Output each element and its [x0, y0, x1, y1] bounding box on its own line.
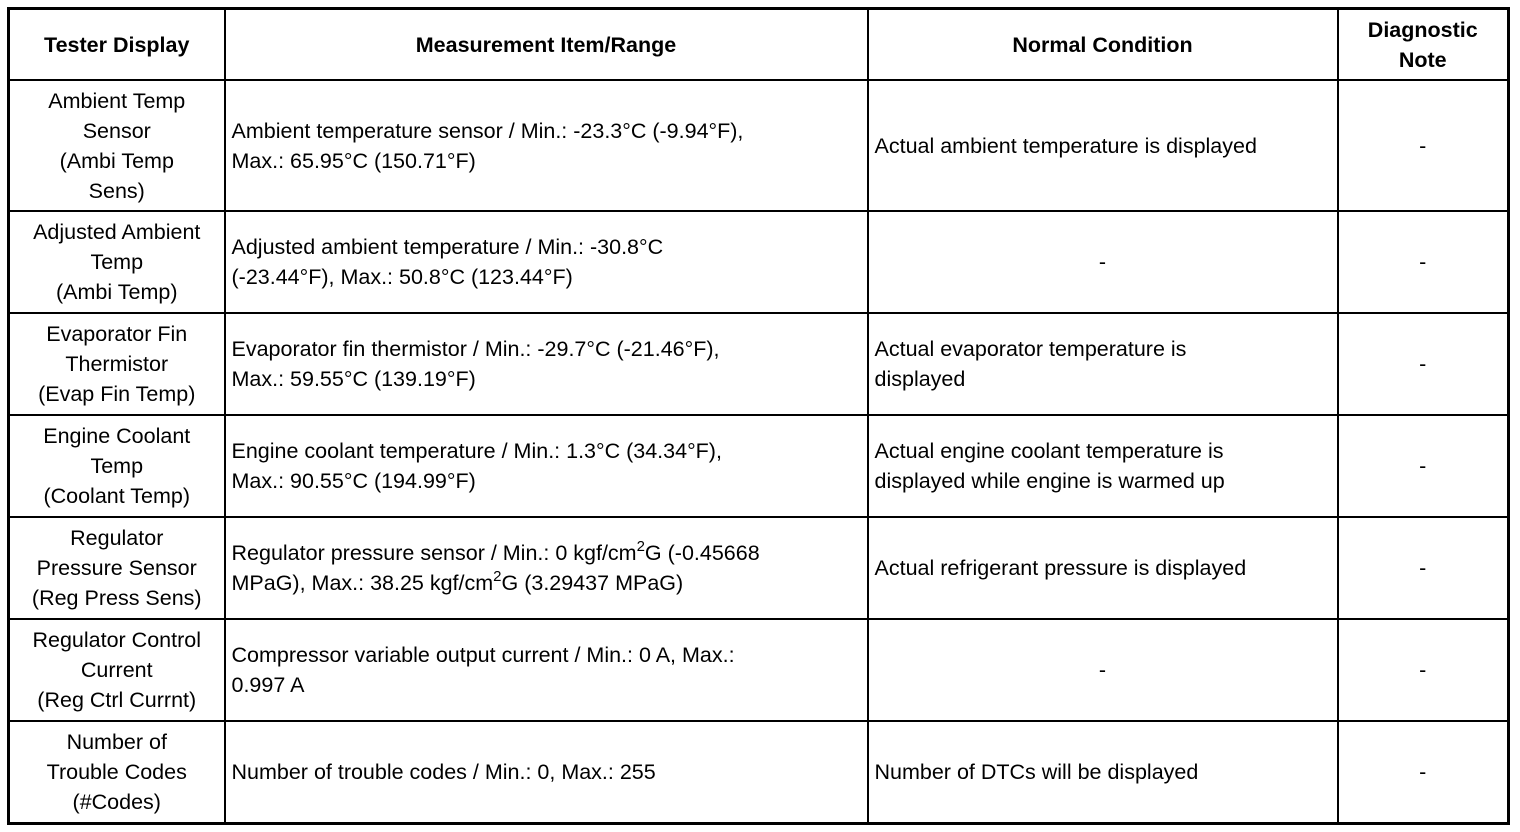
normal-condition-cell: -	[868, 211, 1338, 313]
tester-display-cell	[9, 721, 225, 824]
normal-condition-line: displayed	[874, 367, 966, 392]
measurement-range-cell	[225, 80, 868, 211]
tester-display-line: (Reg Ctrl Currnt)	[37, 688, 197, 713]
tester-display-line: Regulator	[70, 526, 164, 551]
diagnostic-note-cell: -	[1338, 415, 1509, 517]
diagnostic-note-cell: -	[1338, 80, 1509, 211]
data-list-table	[7, 7, 1510, 825]
header-diagnostic-note-line2: Note	[1398, 47, 1447, 72]
tester-display-line: Sens)	[88, 178, 145, 203]
table-row	[9, 415, 1509, 517]
tester-display-line: (Ambi Temp)	[56, 280, 178, 305]
tester-display-cell	[9, 619, 225, 721]
normal-condition-cell	[868, 517, 1338, 619]
tester-display-cell	[9, 80, 225, 211]
measurement-range-line: Max.: 65.95°C (150.71°F)	[231, 148, 476, 173]
tester-display-line: Engine Coolant	[43, 424, 191, 449]
measurement-range-cell	[225, 313, 868, 415]
range-text: MPaG), Max.: 38.25 kgf/cm	[231, 571, 494, 596]
diagnostic-note-cell: -	[1338, 313, 1509, 415]
table-row	[9, 211, 1509, 313]
measurement-range-line: Ambient temperature sensor / Min.: -23.3°C (-9.94°F),	[231, 118, 744, 143]
tester-display-line: Evaporator Fin	[46, 322, 188, 347]
measurement-range-cell	[225, 211, 868, 313]
header-normal-condition: Normal Condition	[868, 9, 1338, 81]
normal-condition-line: Actual evaporator temperature is	[874, 337, 1187, 362]
measurement-range-line: (-23.44°F), Max.: 50.8°C (123.44°F)	[231, 265, 573, 290]
normal-condition-line: Actual refrigerant pressure is displayed	[874, 556, 1247, 581]
tester-display-cell	[9, 415, 225, 517]
measurement-range-line: Compressor variable output current / Min.: 0 A, Max.:	[231, 643, 735, 668]
superscript-2: 2	[636, 538, 645, 556]
tester-display-line: Sensor	[82, 118, 151, 143]
measurement-range-line: Engine coolant temperature / Min.: 1.3°C (34.34°F),	[231, 439, 722, 464]
header-tester-display: Tester Display	[9, 9, 225, 81]
measurement-range-cell	[225, 517, 868, 619]
tester-display-line: Regulator Control	[32, 628, 201, 653]
table-row	[9, 80, 1509, 211]
tester-display-cell	[9, 313, 225, 415]
table-row	[9, 721, 1509, 824]
range-text: G (3.29437 MPaG)	[501, 571, 684, 596]
normal-condition-cell: -	[868, 619, 1338, 721]
diagnostic-note-cell: -	[1338, 517, 1509, 619]
table-row	[9, 313, 1509, 415]
tester-display-line: (Evap Fin Temp)	[38, 382, 196, 407]
header-row	[9, 9, 1509, 81]
measurement-range-line: 0.997 A	[231, 673, 305, 698]
normal-condition-line: Actual engine coolant temperature is	[874, 439, 1224, 464]
measurement-range-line: Max.: 90.55°C (194.99°F)	[231, 469, 476, 494]
tester-display-cell	[9, 517, 225, 619]
normal-condition-line: Actual ambient temperature is displayed	[874, 133, 1257, 158]
range-text: Regulator pressure sensor / Min.: 0 kgf/cm	[231, 541, 637, 566]
table-row	[9, 619, 1509, 721]
measurement-range-cell	[225, 619, 868, 721]
tester-display-line: Ambient Temp	[48, 88, 186, 113]
tester-display-line: (Coolant Temp)	[43, 484, 191, 509]
tester-display-line: (Ambi Temp	[59, 148, 174, 173]
header-diagnostic-note	[1338, 9, 1509, 81]
diagnostic-note-cell: -	[1338, 619, 1509, 721]
measurement-range-line: Evaporator fin thermistor / Min.: -29.7°C (-21.46°F),	[231, 337, 720, 362]
header-diagnostic-note-line1: Diagnostic	[1367, 17, 1478, 42]
header-measurement-item-range: Measurement Item/Range	[225, 9, 868, 81]
data-list-table-container	[7, 7, 1507, 825]
measurement-range-line: Max.: 59.55°C (139.19°F)	[231, 367, 476, 392]
diagnostic-note-cell: -	[1338, 211, 1509, 313]
measurement-range-line	[232, 568, 861, 598]
diagnostic-note-cell: -	[1338, 721, 1509, 824]
measurement-range-line: Number of trouble codes / Min.: 0, Max.: 255	[231, 760, 656, 784]
measurement-range-cell	[225, 721, 868, 824]
tester-display-line: Pressure Sensor	[36, 556, 197, 581]
measurement-range-line	[232, 538, 861, 568]
normal-condition-cell	[868, 80, 1338, 211]
tester-display-line: Adjusted Ambient	[33, 220, 201, 245]
range-text: G (-0.45668	[644, 541, 760, 566]
tester-display-line: Thermistor	[65, 352, 169, 377]
tester-display-line: Temp	[90, 250, 144, 275]
normal-condition-cell	[868, 313, 1338, 415]
normal-condition-cell	[868, 415, 1338, 517]
tester-display-line: Trouble Codes	[46, 760, 187, 784]
tester-display-line: (#Codes)	[72, 790, 161, 814]
measurement-range-line: Adjusted ambient temperature / Min.: -30.8°C	[231, 235, 664, 260]
superscript-2: 2	[493, 568, 502, 586]
measurement-range-cell	[225, 415, 868, 517]
normal-condition-line: displayed while engine is warmed up	[874, 469, 1225, 494]
tester-display-line: Temp	[90, 454, 144, 479]
tester-display-line: Current	[80, 658, 153, 683]
table-row	[9, 517, 1509, 619]
normal-condition-line: Number of DTCs will be displayed	[874, 760, 1199, 784]
normal-condition-cell	[868, 721, 1338, 824]
tester-display-line: (Reg Press Sens)	[31, 586, 202, 611]
tester-display-line: Number of	[66, 730, 167, 754]
tester-display-cell	[9, 211, 225, 313]
